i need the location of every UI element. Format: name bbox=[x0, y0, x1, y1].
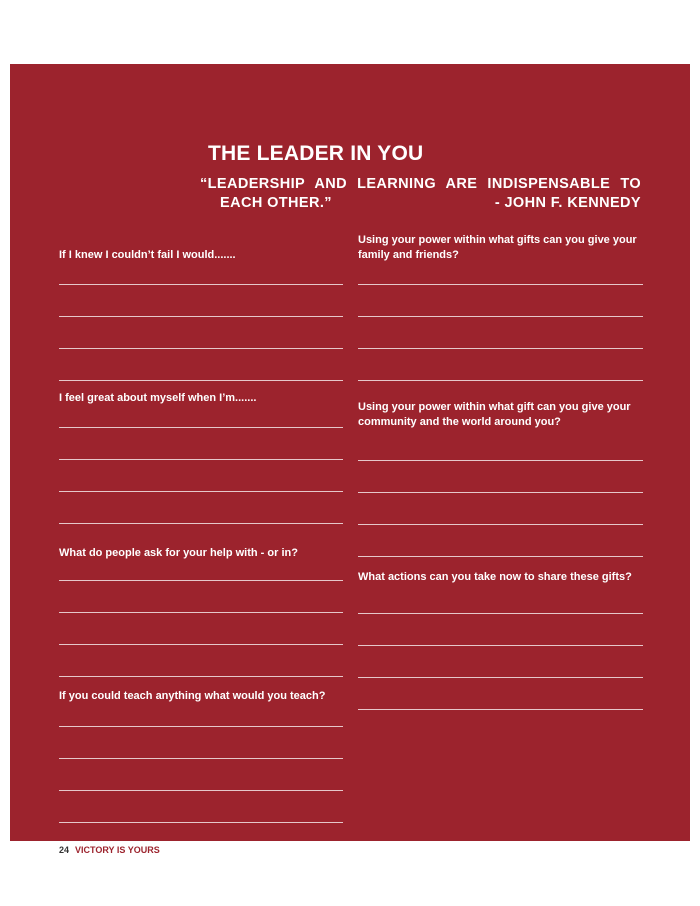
answer-line[interactable] bbox=[59, 758, 343, 759]
quote-line-2: EACH OTHER.” bbox=[220, 195, 332, 211]
question-help-with: What do people ask for your help with - or in? bbox=[59, 547, 298, 559]
answer-line[interactable] bbox=[358, 284, 643, 285]
answer-line[interactable] bbox=[59, 612, 343, 613]
question-gift-community: Using your power within what gift can you give your community and the world around you? bbox=[358, 401, 631, 428]
answer-line[interactable] bbox=[358, 492, 643, 493]
answer-line[interactable] bbox=[59, 348, 343, 349]
answer-line[interactable] bbox=[358, 709, 643, 710]
answer-line[interactable] bbox=[358, 316, 643, 317]
answer-line[interactable] bbox=[59, 427, 343, 428]
answer-line[interactable] bbox=[59, 523, 343, 524]
answer-line[interactable] bbox=[59, 644, 343, 645]
question-actions: What actions can you take now to share these gifts? bbox=[358, 571, 632, 583]
question-fail: If I knew I couldn’t fail I would....... bbox=[59, 249, 236, 261]
answer-line[interactable] bbox=[358, 613, 643, 614]
quote-line-1: “LEADERSHIP AND LEARNING ARE INDISPENSABLE TO bbox=[200, 176, 641, 192]
answer-line[interactable] bbox=[59, 380, 343, 381]
answer-line[interactable] bbox=[358, 524, 643, 525]
answer-line[interactable] bbox=[59, 316, 343, 317]
answer-line[interactable] bbox=[59, 459, 343, 460]
answer-line[interactable] bbox=[358, 380, 643, 381]
page-footer bbox=[59, 845, 160, 855]
answer-line[interactable] bbox=[358, 677, 643, 678]
quote-author: - JOHN F. KENNEDY bbox=[494, 195, 641, 211]
answer-line[interactable] bbox=[358, 556, 643, 557]
answer-line[interactable] bbox=[358, 348, 643, 349]
answer-line[interactable] bbox=[59, 726, 343, 727]
question-teach: If you could teach anything what would you teach? bbox=[59, 690, 326, 702]
footer-section-title: VICTORY IS YOURS bbox=[75, 845, 160, 855]
answer-line[interactable] bbox=[358, 645, 643, 646]
answer-line[interactable] bbox=[59, 822, 343, 823]
question-gifts-family: Using your power within what gifts can you give your family and friends? bbox=[358, 234, 637, 261]
page-number: 24 bbox=[59, 845, 70, 855]
question-feel-great: I feel great about myself when I’m....... bbox=[59, 392, 257, 404]
answer-line[interactable] bbox=[59, 491, 343, 492]
answer-line[interactable] bbox=[59, 284, 343, 285]
answer-line[interactable] bbox=[59, 676, 343, 677]
answer-line[interactable] bbox=[358, 460, 643, 461]
page-title: THE LEADER IN YOU bbox=[208, 142, 424, 165]
answer-line[interactable] bbox=[59, 790, 343, 791]
answer-line[interactable] bbox=[59, 580, 343, 581]
